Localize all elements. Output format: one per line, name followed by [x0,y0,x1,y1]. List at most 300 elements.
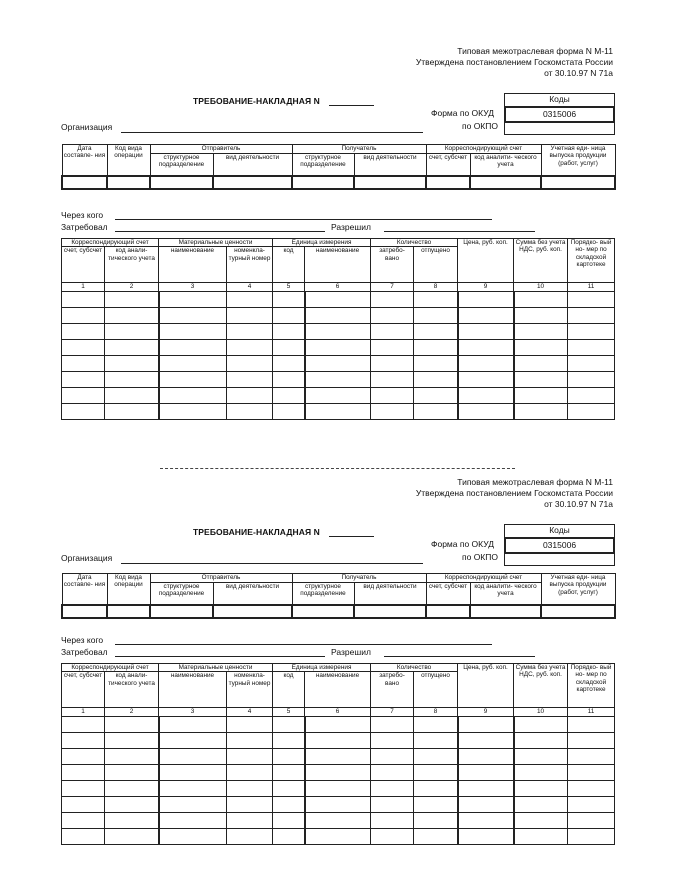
table-cell[interactable] [62,733,105,749]
okud-label: Форма по ОКУД [431,108,494,118]
table-cell[interactable] [458,324,514,340]
column-number: 10 [514,283,568,292]
table-cell[interactable] [227,829,273,845]
table-cell[interactable] [159,356,227,372]
column-number: 11 [568,708,615,717]
table-cell[interactable] [514,356,568,372]
allowed-field[interactable] [384,231,535,232]
table-row [62,717,615,733]
table-cell[interactable] [62,372,105,388]
org-field[interactable] [121,563,423,564]
col-analytic: код анали- тического учета [105,672,159,708]
codes-box [504,524,615,566]
table-cell[interactable] [62,388,105,404]
table-cell[interactable] [371,340,414,356]
table-cell[interactable] [568,765,615,781]
form-title: ТРЕБОВАНИЕ-НАКЛАДНАЯ N [193,96,320,106]
column-number: 4 [227,708,273,717]
table-cell[interactable] [414,717,458,733]
table-cell[interactable] [273,372,305,388]
table-cell[interactable] [273,813,305,829]
table-cell[interactable] [514,324,568,340]
okpo-label: по ОКПО [462,552,498,562]
table-cell[interactable] [426,605,470,618]
table-cell[interactable] [354,605,426,618]
col-sum: Сумма без учета НДС, руб. коп. [514,664,568,708]
through-label: Через кого [61,210,104,220]
items-table [61,238,615,420]
table-cell[interactable] [414,813,458,829]
column-number: 1 [62,708,105,717]
table-cell[interactable] [371,829,414,845]
col-receiver: Получатель [292,574,426,583]
table-cell[interactable] [159,813,227,829]
col-receiver: Получатель [292,145,426,154]
table-cell[interactable] [371,733,414,749]
column-number: 7 [371,708,414,717]
table-cell[interactable] [414,356,458,372]
col-sum: Сумма без учета НДС, руб. коп. [514,239,568,283]
table-cell[interactable] [273,781,305,797]
table-cell[interactable] [227,781,273,797]
table-row [62,404,615,420]
form-header-line-3: от 30.10.97 N 71а [544,68,613,78]
table-cell[interactable] [227,404,273,420]
table-cell[interactable] [227,308,273,324]
table-cell[interactable] [227,292,273,308]
table-cell[interactable] [414,292,458,308]
requested-label: Затребовал [61,647,108,657]
table-cell[interactable] [568,829,615,845]
table-cell[interactable] [305,404,371,420]
table-cell[interactable] [305,781,371,797]
table-cell[interactable] [305,749,371,765]
table-cell[interactable] [568,340,615,356]
table-cell[interactable] [414,340,458,356]
table-cell[interactable] [514,340,568,356]
table-cell[interactable] [514,717,568,733]
table-cell[interactable] [159,717,227,733]
table-row [62,765,615,781]
table-cell[interactable] [273,404,305,420]
table-cell[interactable] [305,292,371,308]
cut-line [160,468,515,469]
codes-label: Коды [549,94,570,104]
table-cell[interactable] [458,781,514,797]
table-cell[interactable] [227,797,273,813]
table-cell[interactable] [273,797,305,813]
table-cell[interactable] [514,765,568,781]
column-number: 4 [227,283,273,292]
table-cell[interactable] [514,797,568,813]
table-cell[interactable] [458,829,514,845]
items-rows [62,292,615,420]
table-cell[interactable] [514,749,568,765]
table-cell[interactable] [371,388,414,404]
column-number: 8 [414,283,458,292]
table-cell[interactable] [159,388,227,404]
table-cell[interactable] [541,605,615,618]
col-nomenclature: номенкла- турный номер [227,672,273,708]
column-number: 2 [105,708,159,717]
table-cell[interactable] [159,308,227,324]
col-quantity: Количество [371,239,458,247]
form-header-line-1: Типовая межотраслевая форма N М-11 [457,46,613,56]
table-cell[interactable] [354,176,426,189]
table-cell[interactable] [227,388,273,404]
allowed-field[interactable] [384,656,535,657]
table-cell[interactable] [62,797,105,813]
table-cell[interactable] [470,176,541,189]
table-cell[interactable] [62,308,105,324]
table-cell[interactable] [568,324,615,340]
column-number: 6 [305,708,371,717]
column-numbers-row [62,283,615,292]
table-cell[interactable] [371,765,414,781]
table-cell[interactable] [105,324,159,340]
org-label: Организация [61,122,113,132]
table-cell[interactable] [568,356,615,372]
col-op-code: Код вида операции [107,145,150,177]
table-cell[interactable] [62,605,107,618]
codes-label: Коды [549,525,570,535]
col-receiver-struct: структурное подразделение [292,583,354,606]
table-cell[interactable] [150,605,213,618]
table-cell[interactable] [568,813,615,829]
col-sender-struct: структурное подразделение [150,154,213,177]
col-card-no: Порядко- вый но- мер по складской картотеке [568,664,615,708]
table-cell[interactable] [458,765,514,781]
table-cell[interactable] [213,605,292,618]
table-row [62,372,615,388]
table-cell[interactable] [305,829,371,845]
table-cell[interactable] [568,404,615,420]
table-cell[interactable] [305,717,371,733]
table-cell[interactable] [458,372,514,388]
okpo-code[interactable] [505,121,614,134]
table-cell[interactable] [371,749,414,765]
column-numbers-row [62,708,615,717]
col-analytic: код аналити- ческого учета [470,154,541,177]
table-cell[interactable] [273,749,305,765]
table-cell[interactable] [273,340,305,356]
table-cell[interactable] [273,733,305,749]
col-sender-struct: структурное подразделение [150,583,213,606]
table-cell[interactable] [62,356,105,372]
table-cell[interactable] [458,717,514,733]
col-analytic: код анали- тического учета [105,247,159,283]
column-number: 9 [458,708,514,717]
table-cell[interactable] [568,733,615,749]
col-code: код [273,247,305,283]
table-cell[interactable] [62,404,105,420]
table-cell[interactable] [568,717,615,733]
table-cell[interactable] [514,404,568,420]
table-cell[interactable] [105,388,159,404]
table-cell[interactable] [227,717,273,733]
table-cell[interactable] [414,308,458,324]
table-cell[interactable] [62,765,105,781]
header-table [61,573,616,619]
table-cell[interactable] [227,749,273,765]
table-cell[interactable] [273,356,305,372]
okud-label: Форма по ОКУД [431,539,494,549]
col-sender: Отправитель [150,574,292,583]
table-cell[interactable] [458,749,514,765]
table-cell[interactable] [514,292,568,308]
col-receiver-struct: структурное подразделение [292,154,354,177]
table-cell[interactable] [414,749,458,765]
table-cell[interactable] [62,813,105,829]
table-cell[interactable] [371,797,414,813]
table-cell[interactable] [305,340,371,356]
table-cell[interactable] [159,749,227,765]
table-cell[interactable] [105,308,159,324]
table-cell[interactable] [371,781,414,797]
table-cell[interactable] [273,324,305,340]
table-cell[interactable] [273,292,305,308]
table-cell[interactable] [292,605,354,618]
table-cell[interactable] [105,733,159,749]
table-cell[interactable] [62,340,105,356]
table-cell[interactable] [371,372,414,388]
org-field[interactable] [121,132,423,133]
table-cell[interactable] [159,733,227,749]
col-account: счет, субсчет [62,672,105,708]
table-cell[interactable] [105,749,159,765]
col-account: счет, субсчет [426,583,470,606]
table-cell[interactable] [514,813,568,829]
col-unit-name: наименование [305,247,371,283]
table-row [62,749,615,765]
table-cell[interactable] [371,292,414,308]
table-cell[interactable] [414,765,458,781]
table-cell[interactable] [470,605,541,618]
table-cell[interactable] [514,372,568,388]
table-cell[interactable] [458,733,514,749]
table-cell[interactable] [273,388,305,404]
table-row [62,829,615,845]
table-cell[interactable] [227,733,273,749]
table-cell[interactable] [273,829,305,845]
column-number: 10 [514,708,568,717]
table-cell[interactable] [414,781,458,797]
table-cell[interactable] [159,829,227,845]
requested-field[interactable] [115,656,325,657]
header-table [61,144,616,190]
col-corr-account: Корреспондирующий счет [62,664,159,672]
table-cell[interactable] [458,813,514,829]
form-header-line-1: Типовая межотраслевая форма N М-11 [457,477,613,487]
form-header-line-2: Утверждена постановлением Госкомстата России [415,488,613,498]
column-number: 2 [105,283,159,292]
table-cell[interactable] [568,797,615,813]
table-cell[interactable] [305,324,371,340]
col-account: счет, субсчет [62,247,105,283]
col-released: отпущено [414,247,458,283]
table-cell[interactable] [414,404,458,420]
col-material: Материальные ценности [159,664,273,672]
okud-code[interactable]: 0315006 [504,106,615,123]
table-cell[interactable] [150,176,213,189]
col-requested: затребо- вано [371,672,414,708]
column-number: 1 [62,283,105,292]
table-cell[interactable] [227,765,273,781]
table-cell[interactable] [62,176,107,189]
table-cell[interactable] [541,176,615,189]
table-cell[interactable] [105,356,159,372]
table-cell[interactable] [62,717,105,733]
table-cell[interactable] [371,717,414,733]
table-cell[interactable] [568,372,615,388]
number-field[interactable] [329,105,374,106]
table-row [62,733,615,749]
col-analytic: код аналити- ческого учета [470,583,541,606]
table-cell[interactable] [273,717,305,733]
table-cell[interactable] [105,829,159,845]
table-cell[interactable] [414,733,458,749]
table-cell[interactable] [305,733,371,749]
table-cell[interactable] [458,292,514,308]
table-row [62,340,615,356]
table-cell[interactable] [227,813,273,829]
col-accounting-unit: Учетная еди- ница выпуска продукции (работ, услуг) [541,574,615,606]
table-cell[interactable] [105,372,159,388]
table-cell[interactable] [568,388,615,404]
table-cell[interactable] [159,292,227,308]
column-number: 3 [159,708,227,717]
table-cell[interactable] [426,176,470,189]
table-cell[interactable] [514,308,568,324]
col-price: Цена, руб. коп. [458,664,514,708]
number-field[interactable] [329,536,374,537]
table-cell[interactable] [105,292,159,308]
table-cell[interactable] [458,404,514,420]
col-accounting-unit: Учетная еди- ница выпуска продукции (работ, услуг) [541,145,615,177]
table-cell[interactable] [107,176,150,189]
table-row [62,292,615,308]
table-cell[interactable] [371,404,414,420]
column-number: 8 [414,708,458,717]
table-cell[interactable] [107,605,150,618]
table-cell[interactable] [305,813,371,829]
table-cell[interactable] [514,733,568,749]
table-cell[interactable] [371,308,414,324]
items-rows [62,717,615,845]
requested-label: Затребовал [61,222,108,232]
table-cell[interactable] [105,813,159,829]
okud-code[interactable]: 0315006 [504,537,615,554]
col-corr-account: Корреспондирующий счет [426,145,541,154]
col-nomenclature: номенкла- турный номер [227,247,273,283]
table-cell[interactable] [292,176,354,189]
table-cell[interactable] [568,308,615,324]
table-cell[interactable] [105,717,159,733]
table-cell[interactable] [105,404,159,420]
form-header-line-2: Утверждена постановлением Госкомстата России [415,57,613,67]
table-cell[interactable] [159,765,227,781]
table-cell[interactable] [568,781,615,797]
table-cell[interactable] [227,340,273,356]
table-cell[interactable] [305,372,371,388]
col-material: Материальные ценности [159,239,273,247]
table-cell[interactable] [514,781,568,797]
table-cell[interactable] [62,781,105,797]
table-cell[interactable] [227,324,273,340]
table-cell[interactable] [514,829,568,845]
table-cell[interactable] [105,797,159,813]
col-unit-name: наименование [305,672,371,708]
table-cell[interactable] [159,781,227,797]
table-cell[interactable] [305,388,371,404]
through-field[interactable] [115,644,492,645]
table-cell[interactable] [213,176,292,189]
col-receiver-activity: вид деятельности [354,154,426,177]
table-cell[interactable] [568,292,615,308]
table-cell[interactable] [458,388,514,404]
table-cell[interactable] [227,356,273,372]
table-cell[interactable] [105,340,159,356]
table-cell[interactable] [62,324,105,340]
table-cell[interactable] [458,356,514,372]
col-account: счет, субсчет [426,154,470,177]
table-cell[interactable] [568,749,615,765]
col-sender: Отправитель [150,145,292,154]
table-cell[interactable] [305,356,371,372]
table-cell[interactable] [414,372,458,388]
table-cell[interactable] [371,324,414,340]
table-cell[interactable] [458,797,514,813]
table-cell[interactable] [159,797,227,813]
table-cell[interactable] [62,749,105,765]
table-cell[interactable] [159,404,227,420]
table-cell[interactable] [514,388,568,404]
through-field[interactable] [115,219,492,220]
requested-field[interactable] [115,231,325,232]
table-cell[interactable] [159,340,227,356]
table-cell[interactable] [371,813,414,829]
table-cell[interactable] [414,797,458,813]
table-cell[interactable] [371,356,414,372]
table-cell[interactable] [458,340,514,356]
table-cell[interactable] [414,829,458,845]
table-cell[interactable] [105,765,159,781]
table-cell[interactable] [414,324,458,340]
table-row [62,781,615,797]
col-sender-activity: вид деятельности [213,154,292,177]
table-cell[interactable] [105,781,159,797]
table-cell[interactable] [273,765,305,781]
column-number: 5 [273,708,305,717]
table-cell[interactable] [273,308,305,324]
col-quantity: Количество [371,664,458,672]
table-cell[interactable] [305,308,371,324]
okpo-code[interactable] [505,552,614,565]
table-cell[interactable] [458,308,514,324]
table-cell[interactable] [414,388,458,404]
col-date: Дата составле- ния [62,145,107,177]
table-cell[interactable] [62,829,105,845]
table-cell[interactable] [62,292,105,308]
col-sender-activity: вид деятельности [213,583,292,606]
table-cell[interactable] [159,372,227,388]
table-cell[interactable] [159,324,227,340]
form-title: ТРЕБОВАНИЕ-НАКЛАДНАЯ N [193,527,320,537]
table-cell[interactable] [227,372,273,388]
table-cell[interactable] [305,797,371,813]
table-cell[interactable] [305,765,371,781]
table-row [62,797,615,813]
